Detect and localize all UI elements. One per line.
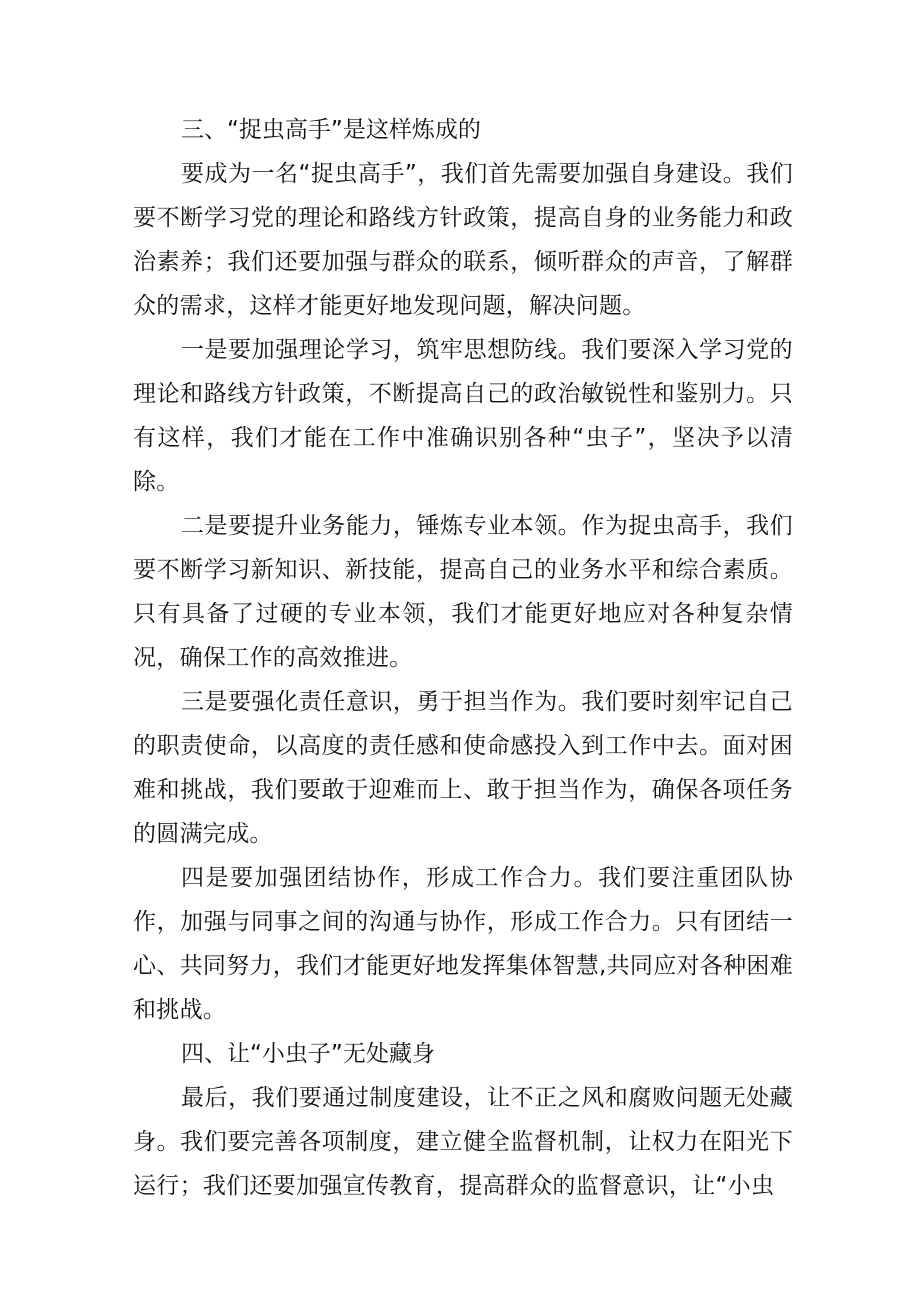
document-page [133, 108, 793, 1208]
section-heading-4: 四、让“小虫子”无处藏身 [181, 1041, 435, 1067]
paragraph-intro: 要成为一名“捉虫高手”，我们首先需要加强自身建设。我们要不断学习党的理论和路线方针政策，提高自身的业务能力和政治素养；我们还要加强与群众的联系，倾听群众的声音，了解群众的需求，这样才能更好地发现问题，解决问题。 [133, 161, 793, 319]
section-heading-3: 三、“捉虫高手”是这样炼成的 [181, 117, 481, 143]
paragraph-point-1: 一是要加强理论学习，筑牢思想防线。我们要深入学习党的理论和路线方针政策，不断提高自己的政治敏锐性和鉴别力。只有这样，我们才能在工作中准确识别各种“虫子”，坚决予以清除。 [133, 337, 793, 495]
paragraph-point-4: 四是要加强团结协作，形成工作合力。我们要注重团队协作，加强与同事之间的沟通与协作，形成工作合力。只有团结一心、共同努力，我们才能更好地发挥集体智慧,共同应对各种困难和挑战。 [133, 865, 794, 1023]
paragraph-conclusion: 最后，我们要通过制度建设，让不正之风和腐败问题无处藏身。我们要完善各项制度，建立健全监督机制，让权力在阳光下运行；我们还要加强宣传教育，提高群众的监督意识，让“小虫 [133, 1085, 793, 1199]
paragraph-point-2: 二是要提升业务能力，锤炼专业本领。作为捉虫高手，我们要不断学习新知识、新技能，提高自己的业务水平和综合素质。只有具备了过硬的专业本领，我们才能更好地应对各种复杂情况，确保工作的高效推进。 [133, 513, 793, 671]
paragraph-point-3: 三是要强化责任意识，勇于担当作为。我们要时刻牢记自己的职责使命，以高度的责任感和使命感投入到工作中去。面对困难和挑战，我们要敢于迎难而上、敢于担当作为，确保各项任务的圆满完成。 [133, 689, 793, 847]
